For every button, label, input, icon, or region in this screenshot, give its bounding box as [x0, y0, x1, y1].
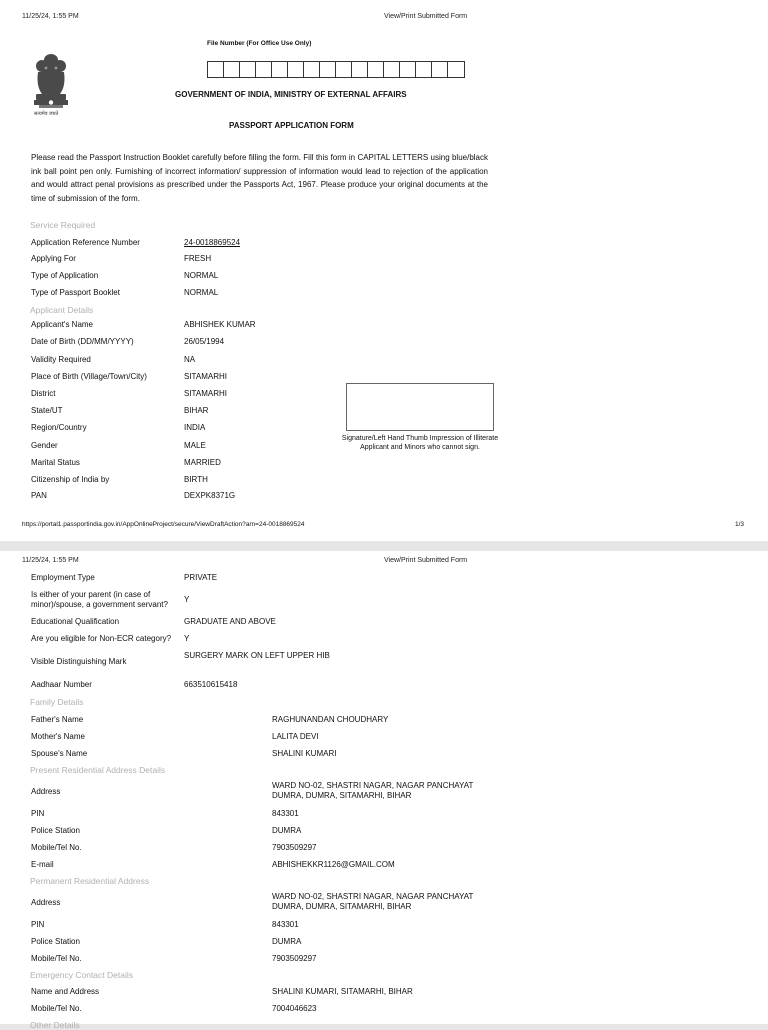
field-label: Name and Address	[31, 987, 100, 996]
print-title: View/Print Submitted Form	[384, 13, 468, 20]
ministry-heading: GOVERNMENT OF INDIA, MINISTRY OF EXTERNAL AFFAIRS	[175, 90, 407, 99]
print-title: View/Print Submitted Form	[384, 557, 468, 564]
field-value: BIHAR	[184, 406, 209, 415]
section-heading-permanent-address: Permanent Residential Address	[30, 876, 150, 886]
file-number-cell	[384, 62, 400, 77]
field-label: Are you eligible for Non-ECR category?	[31, 634, 172, 643]
field-value: 7903509297	[272, 843, 317, 852]
field-value: SITAMARHI	[184, 372, 227, 381]
field-label: Employment Type	[31, 573, 95, 582]
field-label: Place of Birth (Village/Town/City)	[31, 372, 147, 381]
field-value: BIRTH	[184, 475, 208, 484]
field-label: Address	[31, 787, 61, 796]
field-label: PAN	[31, 491, 47, 500]
field-label: Gender	[31, 441, 58, 450]
field-label: Citizenship of India by	[31, 475, 110, 484]
field-value: WARD NO-02, SHASTRI NAGAR, NAGAR PANCHAYAT DUMRA, DUMRA, SITAMARHI, BIHAR	[272, 781, 474, 800]
field-label: Police Station	[31, 826, 80, 835]
instructions-paragraph: Please read the Passport Instruction Booklet carefully before filling the form. Fill this form in CAPITAL LETTERS using blue/black ink ball point pen only. Furnishing of incorrect information/ suppression of information would lead to rejection of the application and would attract penal provisions as prescribed under the Passports Act, 1967. Please produce your original documents at the time of submission of the form.	[31, 153, 488, 203]
field-value: 7004046623	[272, 1004, 317, 1013]
field-label: Applying For	[31, 254, 76, 263]
field-label: Type of Application	[31, 271, 99, 280]
section-heading-emergency: Emergency Contact Details	[30, 970, 133, 980]
section-heading-applicant: Applicant Details	[30, 305, 94, 315]
emblem-motto: सत्यमेव जयते	[34, 111, 59, 117]
field-label: PIN	[31, 920, 45, 929]
file-number-cell	[320, 62, 336, 77]
field-label: Mother's Name	[31, 732, 85, 741]
field-value: INDIA	[184, 423, 206, 432]
file-number-cell	[240, 62, 256, 77]
section-heading-service: Service Required	[30, 220, 96, 230]
field-value: PRIVATE	[184, 573, 218, 582]
form-title: PASSPORT APPLICATION FORM	[229, 121, 354, 130]
file-number-cell	[304, 62, 320, 77]
field-label: Address	[31, 898, 61, 907]
field-value: NORMAL	[184, 288, 219, 297]
field-label: Marital Status	[31, 458, 80, 467]
field-label: Is either of your parent (in case of minor)/spouse, a government servant?	[31, 590, 168, 609]
field-value: ABHISHEKKR1126@GMAIL.COM	[272, 860, 395, 869]
field-value: SURGERY MARK ON LEFT UPPER HIB	[184, 651, 330, 660]
file-number-cell	[432, 62, 448, 77]
field-value: 663510615418	[184, 680, 238, 689]
file-number-label: File Number (For Office Use Only)	[207, 40, 312, 47]
file-number-cell	[256, 62, 272, 77]
field-value: 843301	[272, 809, 299, 818]
signature-box	[346, 383, 494, 431]
file-number-cell	[448, 62, 464, 77]
file-number-cell	[368, 62, 384, 77]
field-value: 26/05/1994	[184, 337, 225, 346]
field-value: 24-0018869524	[184, 238, 241, 247]
field-label: Police Station	[31, 937, 80, 946]
field-value: NORMAL	[184, 271, 219, 280]
field-value: ABHISHEK KUMAR	[184, 320, 256, 329]
field-label: Validity Required	[31, 355, 91, 364]
print-url: https://portal1.passportindia.gov.in/AppOnlineProject/secure/ViewDraftAction?arn=24-0018869524	[22, 521, 305, 528]
field-value: NA	[184, 355, 196, 364]
field-value: MARRIED	[184, 458, 221, 467]
field-value: DEXPK8371G	[184, 491, 236, 500]
print-datetime: 11/25/24, 1:55 PM	[22, 13, 79, 20]
page-2	[0, 551, 768, 1030]
field-value: Y	[184, 595, 190, 604]
file-number-boxes	[207, 61, 465, 78]
field-label: Applicant's Name	[31, 320, 93, 329]
field-value: Y	[184, 634, 190, 643]
field-value: GRADUATE AND ABOVE	[184, 617, 276, 626]
field-value: FRESH	[184, 254, 212, 263]
field-label: E-mail	[31, 860, 54, 869]
file-number-cell	[288, 62, 304, 77]
national-emblem-icon	[28, 50, 74, 120]
field-label: Date of Birth (DD/MM/YYYY)	[31, 337, 134, 346]
field-value: DUMRA	[272, 826, 302, 835]
field-label: PIN	[31, 809, 45, 818]
field-label: Educational Qualification	[31, 617, 120, 626]
field-value: DUMRA	[272, 937, 302, 946]
field-label: Visible Distinguishing Mark	[31, 657, 127, 666]
field-label: Spouse's Name	[31, 749, 88, 758]
field-value: 7903509297	[272, 954, 317, 963]
field-label: Father's Name	[31, 715, 84, 724]
field-label: Aadhaar Number	[31, 680, 92, 689]
field-value: MALE	[184, 441, 206, 450]
section-heading-present-address: Present Residential Address Details	[30, 765, 166, 775]
field-label: Mobile/Tel No.	[31, 843, 82, 852]
file-number-cell	[208, 62, 224, 77]
field-value: LALITA DEVI	[272, 732, 319, 741]
field-label: Region/Country	[31, 423, 87, 432]
field-value: RAGHUNANDAN CHOUDHARY	[272, 715, 389, 724]
file-number-cell	[272, 62, 288, 77]
field-value: SHALINI KUMARI, SITAMARHI, BIHAR	[272, 987, 413, 996]
field-value: SITAMARHI	[184, 389, 227, 398]
field-label: Application Reference Number	[31, 238, 140, 247]
page-number: 1/3	[735, 521, 745, 528]
field-label: Mobile/Tel No.	[31, 954, 82, 963]
field-label: State/UT	[31, 406, 63, 415]
section-heading-family: Family Details	[30, 697, 84, 707]
file-number-cell	[336, 62, 352, 77]
file-number-cell	[352, 62, 368, 77]
print-datetime: 11/25/24, 1:55 PM	[22, 557, 79, 564]
field-value: 843301	[272, 920, 299, 929]
field-value: SHALINI KUMARI	[272, 749, 337, 758]
file-number-cell	[416, 62, 432, 77]
section-heading-other: Other Details	[30, 1020, 80, 1030]
file-number-cell	[224, 62, 240, 77]
file-number-cell	[400, 62, 416, 77]
field-label: Type of Passport Booklet	[31, 288, 120, 297]
signature-caption: Signature/Left Hand Thumb Impression of Illiterate Applicant and Minors who cannot sign.	[341, 435, 499, 451]
field-value: WARD NO-02, SHASTRI NAGAR, NAGAR PANCHAYAT DUMRA, DUMRA, SITAMARHI, BIHAR	[272, 892, 474, 911]
field-label: District	[31, 389, 56, 398]
field-label: Mobile/Tel No.	[31, 1004, 82, 1013]
